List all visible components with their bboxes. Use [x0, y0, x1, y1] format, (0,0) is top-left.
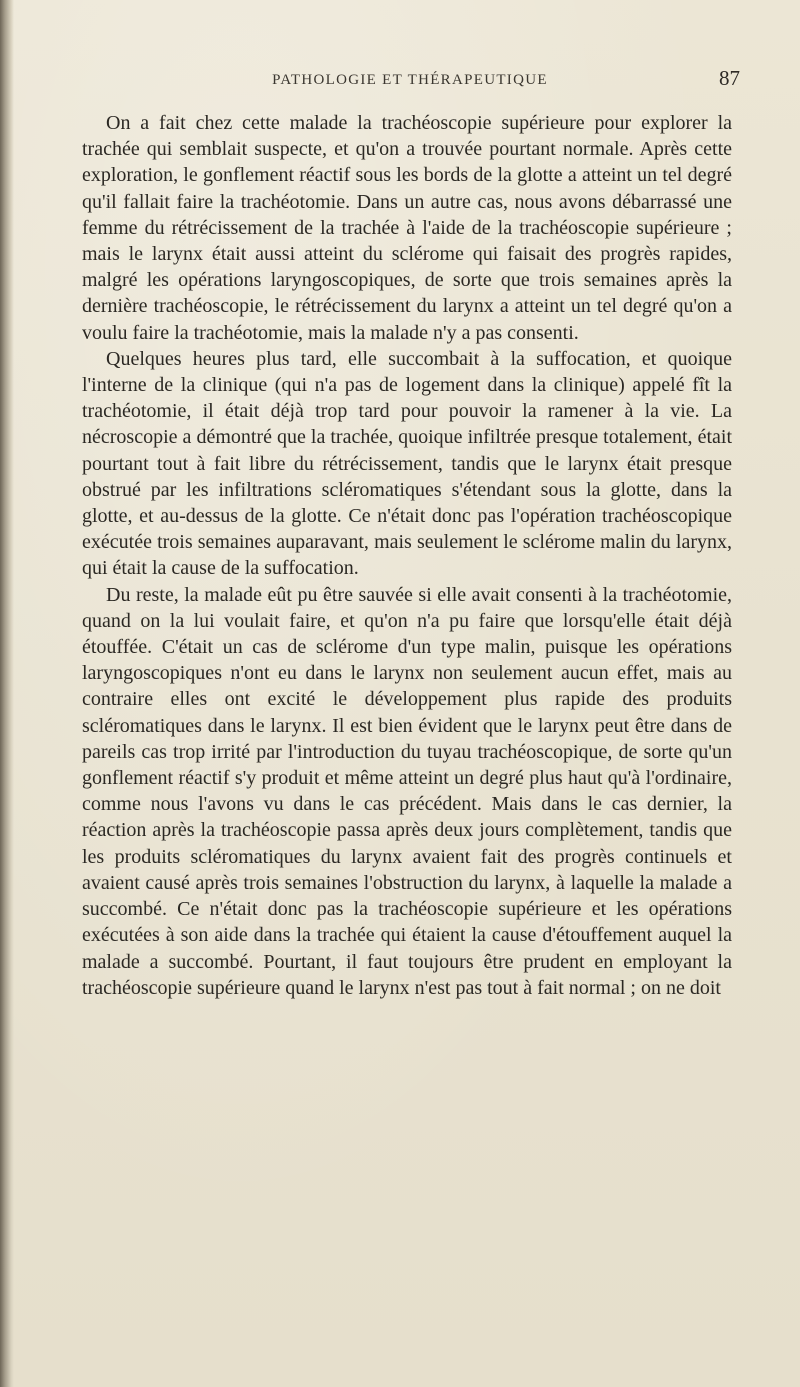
page-binding-edge [0, 0, 14, 1387]
running-title: PATHOLOGIE ET THÉRAPEUTIQUE [272, 72, 548, 88]
paragraph-1: On a fait chez cette malade la trachéoscopie supérieure pour explorer la trachée qui semblait suspecte, et qu'on a trouvée pourtant normale. Après cette exploration, le gonflement réactif sous les bords de la glotte a atteint un tel degré qu'il fallait faire la trachéotomie. Dans un autre cas, nous avons débarrassé une femme du rétrécissement de la trachée à l'aide de la trachéoscopie supérieure ; mais le larynx était aussi atteint du sclérome qui faisait des progrès rapides, malgré les opérations laryngoscopiques, de sorte que trois semaines après la dernière trachéoscopie, le rétrécissement du larynx a atteint un tel degré qu'on a voulu faire la trachéotomie, mais la malade n'y a pas consenti. [82, 112, 732, 344]
page-number: 87 [719, 66, 740, 90]
paragraph-3: Du reste, la malade eût pu être sauvée si elle avait consenti à la trachéotomie, quand on la lui voulait faire, et qu'on n'a pu faire que lorsqu'elle était déjà étouffée. C'était un cas de sclérome d'un type malin, puisque les opérations laryngoscopiques n'ont eu dans le larynx non seulement aucun effet, mais au contraire elles ont excité le développement plus rapide des produits scléromatiques dans le larynx. Il est bien évident que le larynx peut être dans de pareils cas trop irrité par l'introduction du tuyau trachéoscopique, de sorte qu'un gonflement réactif s'y produit et même atteint un degré plus haut qu'à l'ordinaire, comme nous l'avons vu dans le cas précédent. Mais dans le cas dernier, la réaction après la trachéoscopie passa après deux jours complètement, tandis que les produits scléromatiques du larynx avaient fait des progrès continuels et avaient causé après trois semaines l'obstruction du larynx, à laquelle la malade a succombé. Ce n'était donc pas la trachéoscopie supérieure et les opérations exécutées à son aide dans la trachée qui étaient la cause d'étouffement auquel la malade a succombé. Pourtant, il faut toujours être prudent en employant la trachéoscopie supérieure quand le larynx n'est pas tout à fait normal ; on ne doit [82, 583, 732, 999]
paragraph-2: Quelques heures plus tard, elle succombait à la suffocation, et quoique l'interne de la clinique (qui n'a pas de logement dans la clinique) appelé fît la trachéotomie, il était déjà trop tard pour pouvoir la ramener à la vie. La nécroscopie a démontré que la trachée, quoique infiltrée presque totalement, était pourtant tout à fait libre du rétrécissement, tandis que le larynx était presque obstrué par les infiltrations scléromatiques s'étendant sous la glotte, dans la glotte, et au-dessus de la glotte. Ce n'était donc pas l'opération trachéoscopique exécutée trois semaines auparavant, mais seulement le sclérome malin du larynx, qui était la cause de la suffocation. [82, 347, 732, 580]
body-text [82, 110, 732, 1001]
page-header [80, 66, 740, 96]
